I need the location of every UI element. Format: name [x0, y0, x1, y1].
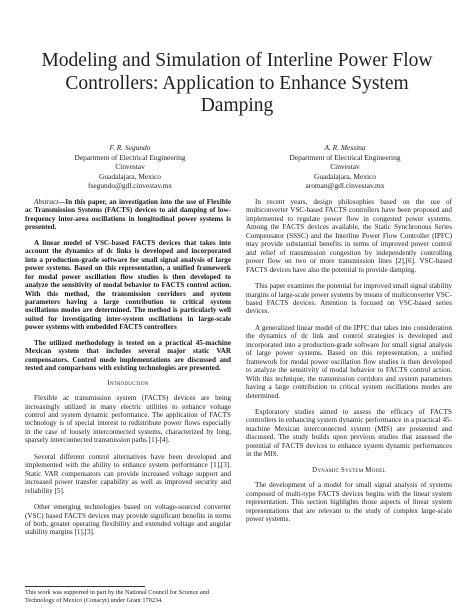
author-city: Guadalajara, Mexico: [99, 171, 161, 181]
intro-paragraph-2: Several different control alternatives have been developed and implemented with the ability to enhance system performance [1],[3]. Static VAR compensators can provide increased voltage support and increased power transfer capability as well as improved security and reliability [5].: [25, 452, 231, 495]
paper-title: [20, 50, 454, 118]
author-institution: Cinvestav: [330, 162, 360, 172]
author-email: aroman@gdl.cinvestav.mx: [305, 181, 385, 191]
abstract-lead: Abstract: [34, 198, 59, 206]
abstract: [25, 198, 231, 373]
body-paragraph-4: Exploratory studies aimed to assess the efficacy of FACTS controllers in enhancing system dynamic performance in a practical 45-machine Mexican interconnected system (MIS) are presented and discussed. The study builds upon previous studies that assessed the potential of FACTS devices to enhance system dynamic performances in the MIS.: [246, 407, 452, 459]
intro-paragraph-1: Flexible ac transmission system (FACTS) devices are being increasingly utilized in many electric utilities to enhance voltage control and system dynamic performance. The application of FACTS technology is of special interest to redistribute power flows especially in the case of loosely interconnected systems, characterized by long, sparsely interconnected transmission paths [1]-[4].: [25, 394, 231, 445]
body-paragraph-2: This paper examines the potential for improved small signal stability margins of large-scale power systems by means of multiconverter VSC-based FACTS devices. Attention is focused on VSC-based series devices.: [246, 282, 452, 316]
title-line-3: Damping: [200, 95, 274, 116]
abstract-paragraph-2: A linear model of VSC-based FACTS devices that takes into account the dynamics of dc links is developed and incorporated into a production-grade software for small signal analysis of large power systems. Based on this representation, a unified framework for modal power oscillation flow studies is then developed to analyze the sensitivity of modal behavior to FACTS control action. With this method, the transmission corridors and system parameters having a large contribution to critical system oscillations modes are determined. The method is particularly well suited for investigating inter-system oscillations in large-scale power systems with embedded FACTS controllers: [25, 238, 231, 332]
author-email: fsegundo@gdl.cinvestav.mx: [88, 181, 172, 191]
author-block-1: [25, 143, 235, 191]
abstract-paragraph-1: [25, 198, 231, 232]
footnote-divider: [25, 586, 145, 587]
abstract-text-1: —In this paper, an investigation into the use of Flexible ac Transmission Systems (FACTS) devices to aid damping of low-frequency inter-area oscillations in longitudinal power systems is presented.: [25, 198, 231, 232]
author-name: F. R. Segundo: [109, 143, 151, 152]
left-column: [25, 198, 231, 545]
author-city: Guadalajara, Mexico: [314, 171, 376, 181]
footnote: This work was supported in part by the National Council for Science and Technology of Mexico (Conacyt) under Grant 170234.: [25, 589, 209, 604]
author-block-2: [240, 143, 450, 191]
title-line-1: Modeling and Simulation of Interline Power Flow: [41, 50, 433, 71]
title-line-2: Controllers: Application to Enhance System: [65, 72, 409, 94]
abstract-paragraph-3: The utilized methodology is tested on a practical 45-machine Mexican system that includes several major static VAR compensators. Control mode implementations are discussed and tested and comparisons with existing technologies are presented.: [25, 338, 231, 373]
intro-paragraph-3: Other emerging technologies based on voltage-sourced converter (VSC) based FACTS devices may provide significant benefits in terms of both, greater operating flexibility and extended voltage and angular stability margins [1],[3].: [25, 503, 231, 537]
section-heading-dynamic-system-model: Dynamic System Model: [312, 466, 386, 474]
author-department: Department of Electrical Engineering: [289, 152, 401, 162]
body-paragraph-3: A generalized linear model of the IPFC that takes into consideration the dynamics of dc link and control strategies is developed and incorporated into a production-grade software for small signal analysis of large power systems. Based on this representation, a unified framework for modal power oscillation flow studies is then developed to analyze the sensitivity of modal behavior to FACTS control action. With this technique, the transmission corridors and system parameters having a large contribution to critical system oscillations modes are determined.: [246, 323, 452, 400]
author-institution: Cinvestav: [115, 162, 145, 172]
author-name: A. R. Messina: [324, 143, 366, 152]
body-paragraph-5: The development of a model for small signal analysis of systems composed of multi-type FACTS devices begins with the linear system representation. This section highlights those aspects of linear system representations that are relevant to the study of complex large-scale power systems.: [246, 481, 452, 523]
section-heading-introduction: Introduction: [107, 379, 149, 387]
right-column: [246, 198, 452, 531]
author-department: Department of Electrical Engineering: [74, 152, 186, 162]
body-paragraph-1: In recent years, design philosophies based on the use of multiconverter VSC-based FACTS controllers have been proposed and implemented to regulate power flow in congested power systems. Among the FACTS devices available, the Static Synchronous Series Compensator (SSSC) and the Interline Power Flow Controller (IPFC) may provide substantial benefits in terms of improved power control and relief of transmission congestion by independently controlling power flow on two or more transmission lines [2],[6]. VSC-based FACTS devices have also the potential to provide damping.: [246, 198, 452, 274]
